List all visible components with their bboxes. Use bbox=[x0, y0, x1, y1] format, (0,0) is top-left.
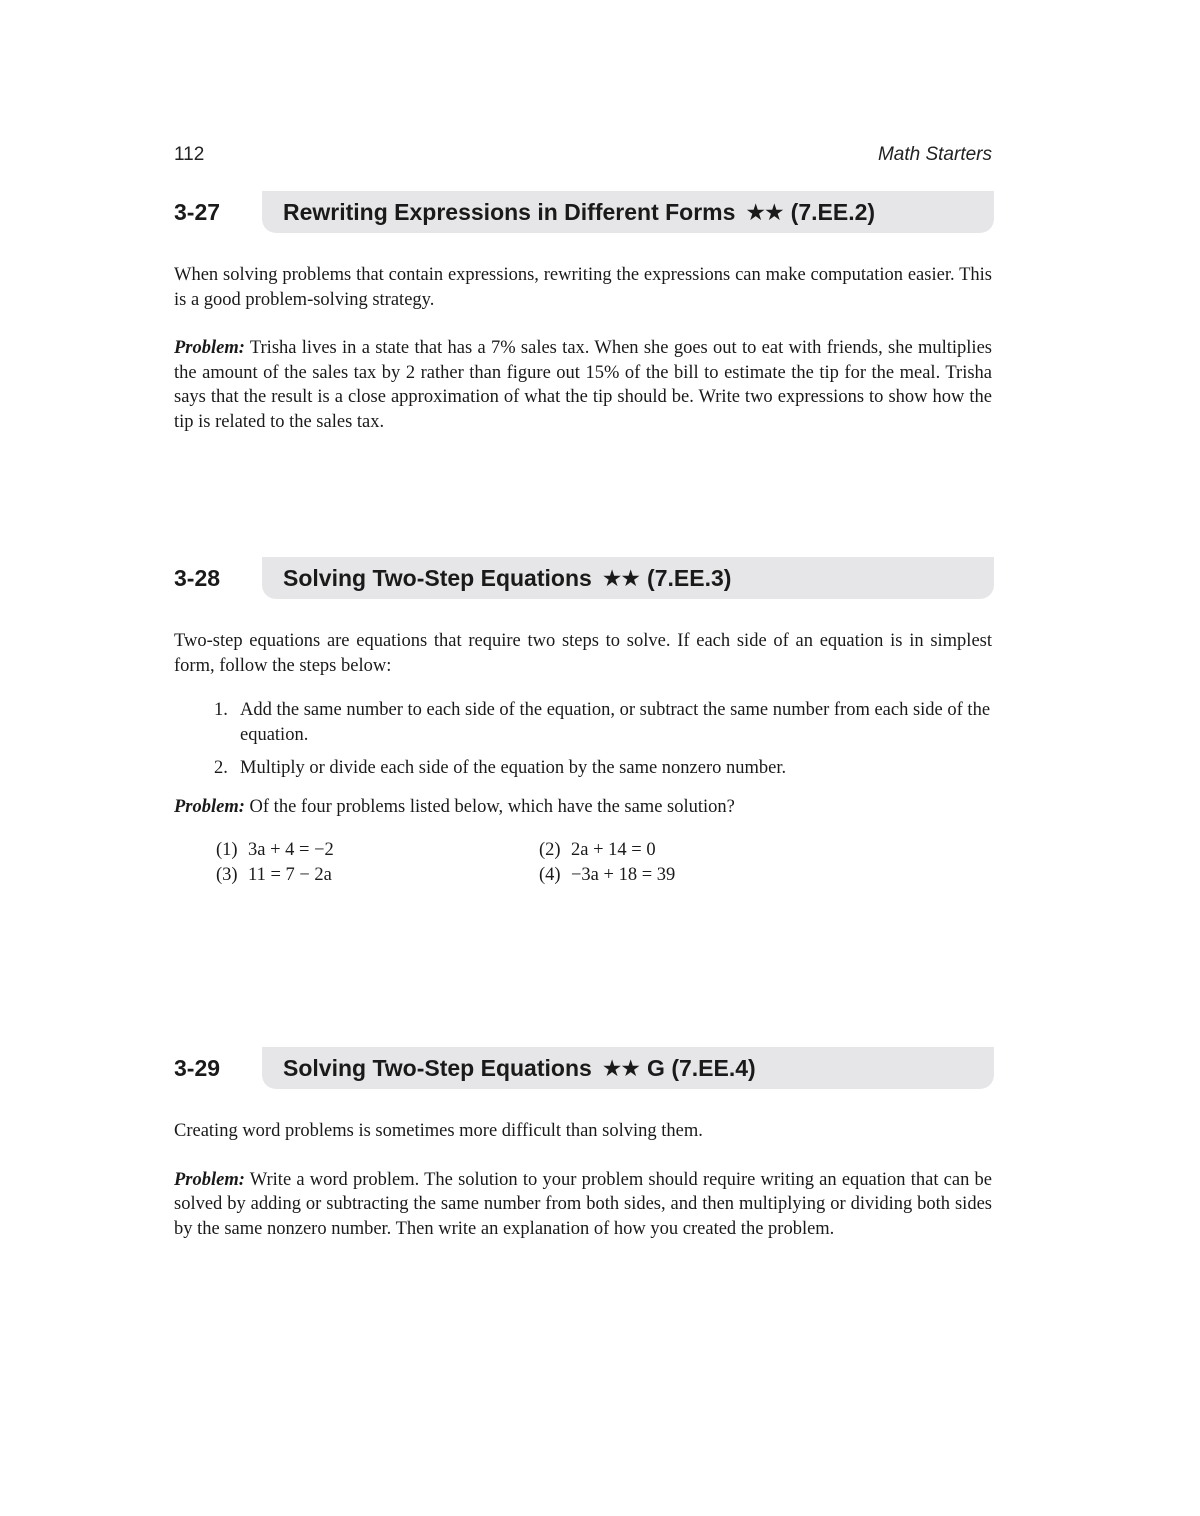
section-title-bar bbox=[262, 191, 994, 233]
problem-label: Problem: bbox=[174, 1169, 245, 1190]
section-heading bbox=[174, 1047, 994, 1091]
section-3-29 bbox=[174, 1047, 994, 1241]
equation-item bbox=[216, 838, 334, 863]
difficulty-stars-icon: ★★ bbox=[601, 565, 640, 591]
section-number: 3-27 bbox=[174, 199, 221, 225]
problem-label: Problem: bbox=[174, 796, 245, 817]
problem-text: Trisha lives in a state that has a 7% sales tax. When she goes out to eat with friends, she multiplies the amount of the sales tax by 2 rather than figure out 15% of the bill to estimate the tip for the meal. Trisha says that the result is a close approximation of what the tip should be. Write two expressions to show how the tip is related to the sales tax. bbox=[174, 338, 992, 432]
section-title: Solving Two-Step Equations bbox=[283, 565, 592, 591]
list-item bbox=[174, 756, 992, 781]
problem-text: Write a word problem. The solution to your problem should require writing an equation that can be solved by adding or subtracting the same number from both sides, and then multiplying or dividing both sides by the same nonzero number. Then write an explanation of how you created the problem. bbox=[174, 1169, 992, 1239]
problem-label: Problem: bbox=[174, 338, 245, 359]
standard-code: (7.EE.3) bbox=[647, 565, 732, 591]
step-number: 2. bbox=[214, 758, 228, 779]
problem-paragraph bbox=[174, 1168, 992, 1242]
difficulty-stars-icon: ★★ bbox=[601, 1055, 640, 1081]
section-title-bar bbox=[262, 1047, 994, 1089]
intro-paragraph: Creating word problems is sometimes more difficult than solving them. bbox=[174, 1121, 703, 1141]
problem-text: Of the four problems listed below, which have the same solution? bbox=[249, 796, 735, 817]
equation-item bbox=[539, 863, 675, 888]
standard-code: (7.EE.2) bbox=[790, 199, 876, 225]
list-item bbox=[174, 698, 992, 747]
equation-label: (4) bbox=[539, 864, 561, 885]
steps-list bbox=[174, 698, 992, 781]
equation-item bbox=[539, 838, 656, 863]
step-text: Multiply or divide each side of the equation by the same nonzero number. bbox=[240, 758, 787, 779]
difficulty-stars-icon: ★★ bbox=[745, 199, 783, 225]
standard-code: G (7.EE.4) bbox=[647, 1055, 756, 1081]
step-text: Add the same number to each side of the equation, or subtract the same number from each side of the equation. bbox=[240, 700, 991, 745]
problem-paragraph bbox=[174, 336, 992, 434]
equation-label: (3) bbox=[216, 864, 238, 885]
equation-expression: 2a + 14 = 0 bbox=[571, 839, 656, 860]
equation-item bbox=[216, 863, 332, 888]
running-head bbox=[174, 142, 992, 168]
problem-paragraph bbox=[174, 795, 992, 820]
equation-label: (1) bbox=[216, 839, 238, 860]
equation-label: (2) bbox=[539, 839, 561, 860]
intro-paragraph: When solving problems that contain expressions, rewriting the expressions can make computation easier. This is a good problem-solving strategy. bbox=[174, 265, 992, 310]
section-3-27 bbox=[174, 191, 994, 435]
section-number: 3-29 bbox=[174, 1055, 221, 1081]
section-title-bar bbox=[262, 557, 994, 599]
equation-list bbox=[174, 838, 992, 890]
section-title: Rewriting Expressions in Different Forms bbox=[283, 199, 736, 225]
section-number: 3-28 bbox=[174, 565, 221, 591]
equation-expression: 3a + 4 = −2 bbox=[248, 839, 334, 860]
section-heading bbox=[174, 191, 994, 235]
section-heading bbox=[174, 557, 994, 601]
section-title: Solving Two-Step Equations bbox=[283, 1055, 592, 1081]
intro-paragraph: Two-step equations are equations that require two steps to solve. If each side of an equation is in simplest form, follow the steps below: bbox=[174, 631, 992, 676]
section-3-28 bbox=[174, 557, 994, 890]
page-number: 112 bbox=[174, 144, 205, 165]
book-title: Math Starters bbox=[877, 144, 992, 165]
step-number: 1. bbox=[214, 700, 228, 721]
equation-expression: −3a + 18 = 39 bbox=[571, 864, 676, 885]
equation-expression: 11 = 7 − 2a bbox=[248, 864, 332, 885]
